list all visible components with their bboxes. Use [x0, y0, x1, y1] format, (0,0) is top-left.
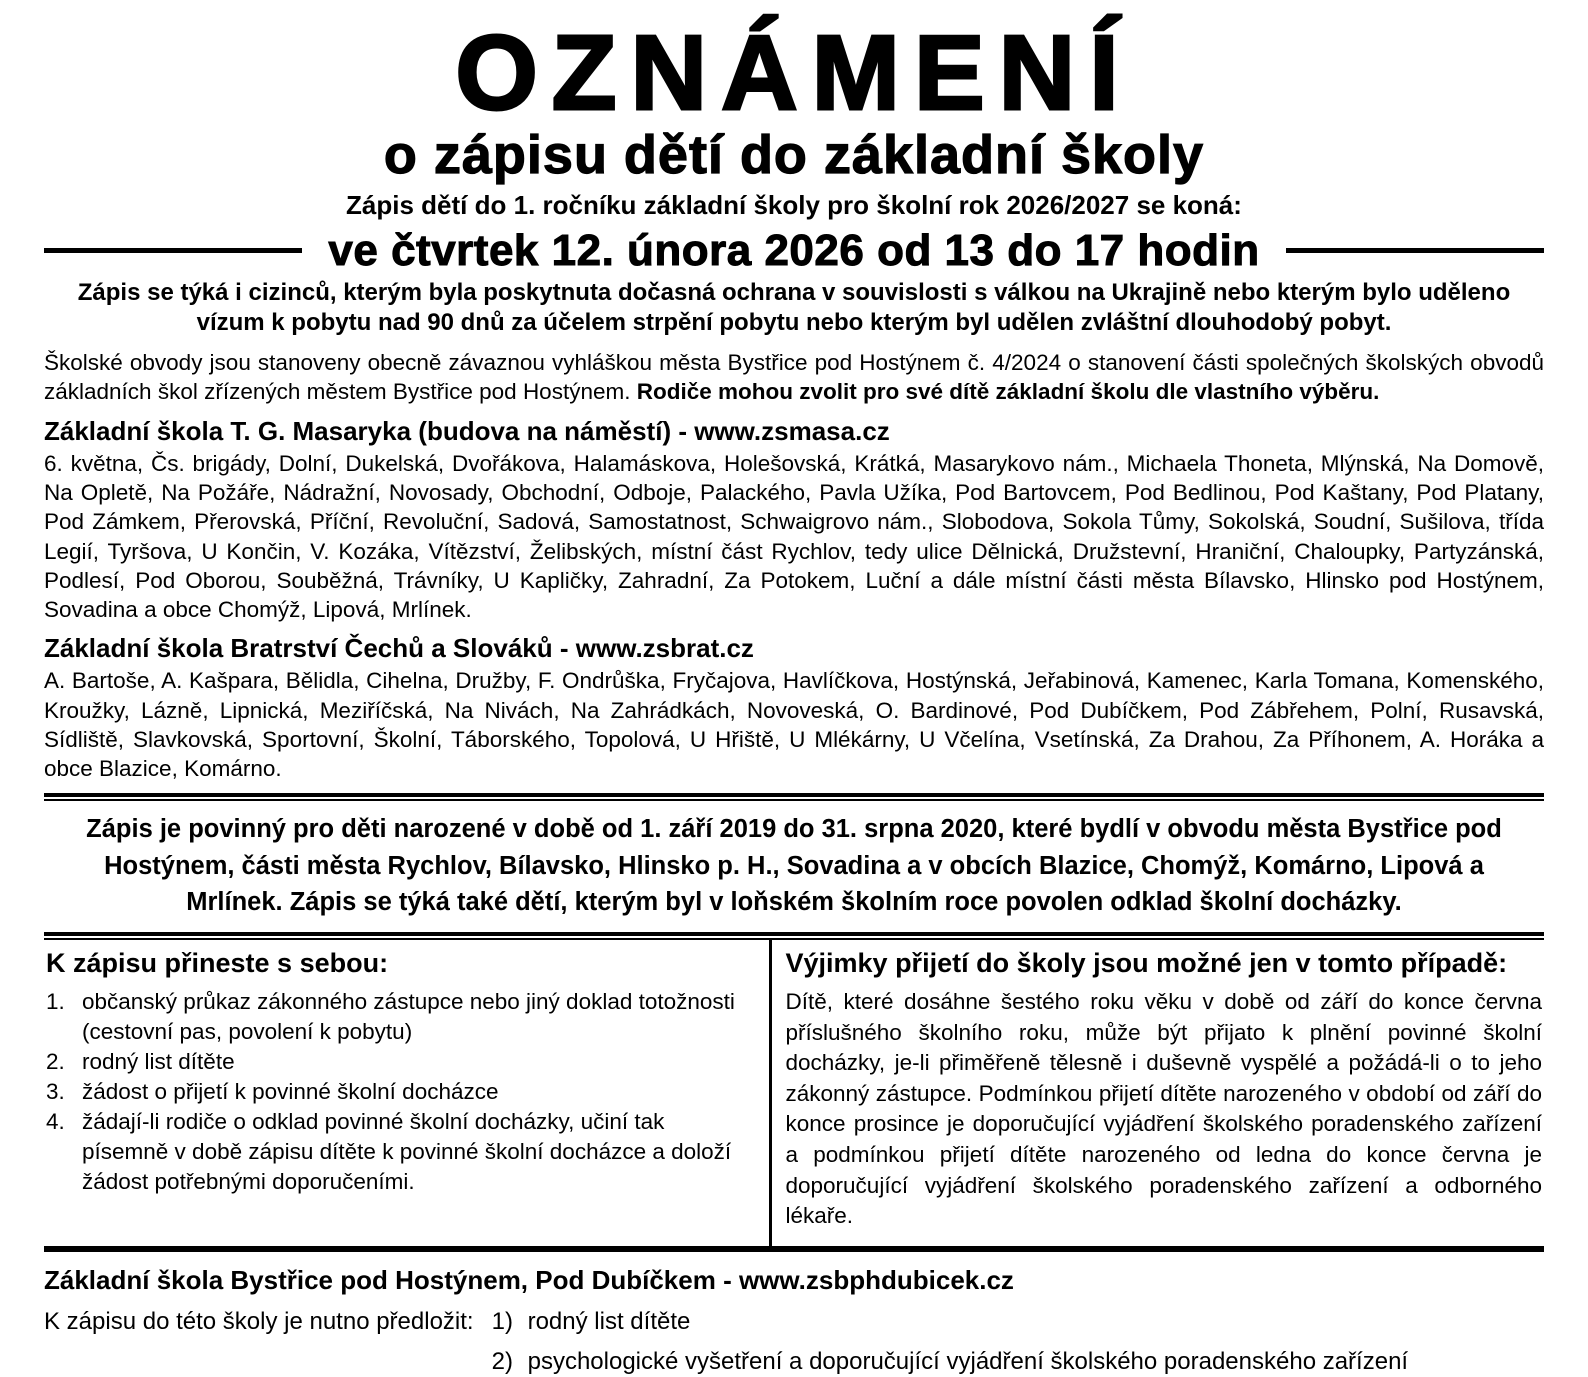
- foreigners-notice: Zápis se týká i cizinců, kterým byla poskytnuta dočasná ochrana v souvislosti s válkou na Ukrajině nebo kterým bylo uděleno vízum k pobytu nad 90 dnů za účelem strpění pobytu nebo kterým byl udělen zvláštní dlouhodobý pobyt.: [77, 278, 1511, 337]
- footer-requirements: [44, 1306, 1544, 1377]
- footer-label: K zápisu do této školy je nutno předložit:: [44, 1307, 474, 1335]
- list-item: [46, 1047, 753, 1077]
- item-number: 1): [491, 1307, 513, 1335]
- school-3-heading: Základní škola Bystřice pod Hostýnem, Pod Dubíčkem - www.zsbphdubicek.cz: [44, 1264, 1014, 1295]
- districts-text: Školské obvody jsou stanoveny obecně závaznou vyhláškou města Bystřice pod Hostýnem č. 4/2024 o stanovení části společných školských obvodů základních škol zřízených městem Bystřice pod Hostýnem.: [44, 349, 1544, 405]
- list-item: [46, 987, 753, 1047]
- footer-items: [492, 1306, 1409, 1377]
- item-number: 2): [491, 1347, 513, 1375]
- date-banner: [44, 225, 1544, 275]
- right-rule: [1286, 248, 1544, 253]
- school-2-streets: A. Bartoše, A. Kašpara, Bělidla, Cihelna, Družby, F. Ondrůška, Fryčajova, Havlíčkova, Hostýnská, Jeřabinová, Kamenec, Karla Tomana, Komenského, Kroužky, Lázně, Lipnická, Meziříčská, Na Nivách, Na Zahrádkách, Novoveská, O. Bardinové, Pod Dubíčkem, Pod Zábřehem, Polní, Rusavská, Sídliště, Slavkovská, Sportovní, Školní, Táborského, Topolová, U Hřiště, U Mlékárny, U Včelína, Vsetínská, Za Drahou, Za Příhonem, A. Horáka a obce Blazice, Komárno.: [44, 668, 1544, 782]
- mandatory-notice: Zápis je povinný pro děti narozené v době od 1. září 2019 do 31. srpna 2020, které bydlí v obvodu města Bystřice pod Hostýnem, části města Rychlov, Bílavsko, Hlinsko p. H., Sovadina a v obcích Blazice, Chomýž, Komárno, Lipová a Mrlínek. Zápis se týká také dětí, kterým byl v loňském školním roce povolen odklad školní docházky.: [86, 815, 1502, 916]
- districts-paragraph: [44, 348, 1544, 407]
- exceptions-column: [772, 940, 1545, 1246]
- exceptions-body: Dítě, které dosáhne šestého roku věku v době od září do konce června příslušného školního roku, může být přijato k plnění povinné školní docházky, je-li přiměřeně tělesně i duševně vyspělé a požádá-li o to jeho zákonný zástupce. Podmínkou přijetí dítěte narozeného v období od září do konce prosince je doporučující vyjádření školského poradenského zařízení a podmínkou přijetí dítěte narozeného od ledna do konce června je doporučující vyjádření školského poradenského zařízení a odborného lékaře.: [785, 989, 1542, 1229]
- enrollment-intro: Zápis dětí do 1. ročníku základní školy pro školní rok 2026/2027 se koná:: [346, 190, 1242, 220]
- school-2-heading: Základní škola Bratrství Čechů a Slováků - www.zsbrat.cz: [44, 633, 754, 664]
- parents-choice-note: Rodiče mohou zvolit pro své dítě základní školu dle vlastního výběru.: [636, 379, 1380, 405]
- list-item: [492, 1346, 1409, 1377]
- page-subtitle: o zápisu dětí do základní školy: [383, 125, 1205, 185]
- item-text: občanský průkaz zákonného zástupce nebo jiný doklad totožnosti (cestovní pas, povolení k pobytu): [82, 989, 735, 1044]
- bring-with-you-list: [46, 987, 753, 1196]
- item-number: 1.: [46, 989, 65, 1015]
- exceptions-heading: Výjimky přijetí do školy jsou možné jen v tomto případě:: [785, 947, 1508, 978]
- school-1-heading: Základní škola T. G. Masaryka (budova na náměstí) - www.zsmasa.cz: [44, 416, 890, 447]
- item-number: 4.: [46, 1108, 65, 1134]
- item-text: žádost o přijetí k povinné školní docházce: [82, 1078, 499, 1104]
- bring-with-you-column: [44, 940, 772, 1246]
- school-1-streets: 6. května, Čs. brigády, Dolní, Dukelská, Dvořákova, Halamáskova, Holešovská, Krátká, Masarykovo nám., Michaela Thoneta, Mlýnská, Na Domově, Na Opletě, Na Požáře, Nádražní, Novosady, Obchodní, Odboje, Palackého, Pavla Užíka, Pod Bartovcem, Pod Bedlinou, Pod Kaštany, Pod Platany, Pod Zámkem, Přerovská, Příční, Revoluční, Sadová, Samostatnost, Schwaigrovo nám., Slobodova, Sokola Tůmy, Sokolská, Soudní, Sušilova, třída Legií, Tyršova, U Končin, V. Kozáka, Vítězství, Želibských, místní část Rychlov, tedy ulice Dělnická, Družstevní, Hraniční, Chaloupky, Partyzánská, Podlesí, Pod Oborou, Souběžná, Trávníky, U Kapličky, Zahradní, Za Potokem, Luční a dále místní části města Bílavsko, Hlinsko pod Hostýnem, Sovadina a obce Chomýž, Lipová, Mrlínek.: [44, 450, 1544, 623]
- left-rule: [44, 248, 302, 253]
- requirements-section: [44, 932, 1544, 1252]
- item-number: 3.: [46, 1078, 65, 1104]
- table-top-border: [44, 932, 1544, 940]
- list-item: [46, 1077, 753, 1107]
- item-number: 2.: [46, 1048, 65, 1074]
- item-text: rodný list dítěte: [82, 1048, 235, 1074]
- list-item: [46, 1107, 753, 1197]
- bring-with-you-heading: K zápisu přineste s sebou:: [46, 947, 389, 978]
- list-item: [492, 1306, 1409, 1337]
- enrollment-date: ve čtvrtek 12. února 2026 od 13 do 17 hodin: [328, 225, 1260, 275]
- requirements-columns: [44, 940, 1544, 1252]
- page-title: OZNÁMENÍ: [455, 14, 1133, 132]
- item-text: rodný list dítěte: [527, 1307, 691, 1335]
- divider-top: [44, 793, 1544, 801]
- item-text: žádají-li rodiče o odklad povinné školní docházky, učiní tak písemně v době zápisu dítěte k povinné školní docházce a doloží žádost potřebnými doporučeními.: [82, 1108, 732, 1194]
- item-text: psychologické vyšetření a doporučující vyjádření školského poradenského zařízení: [527, 1347, 1409, 1375]
